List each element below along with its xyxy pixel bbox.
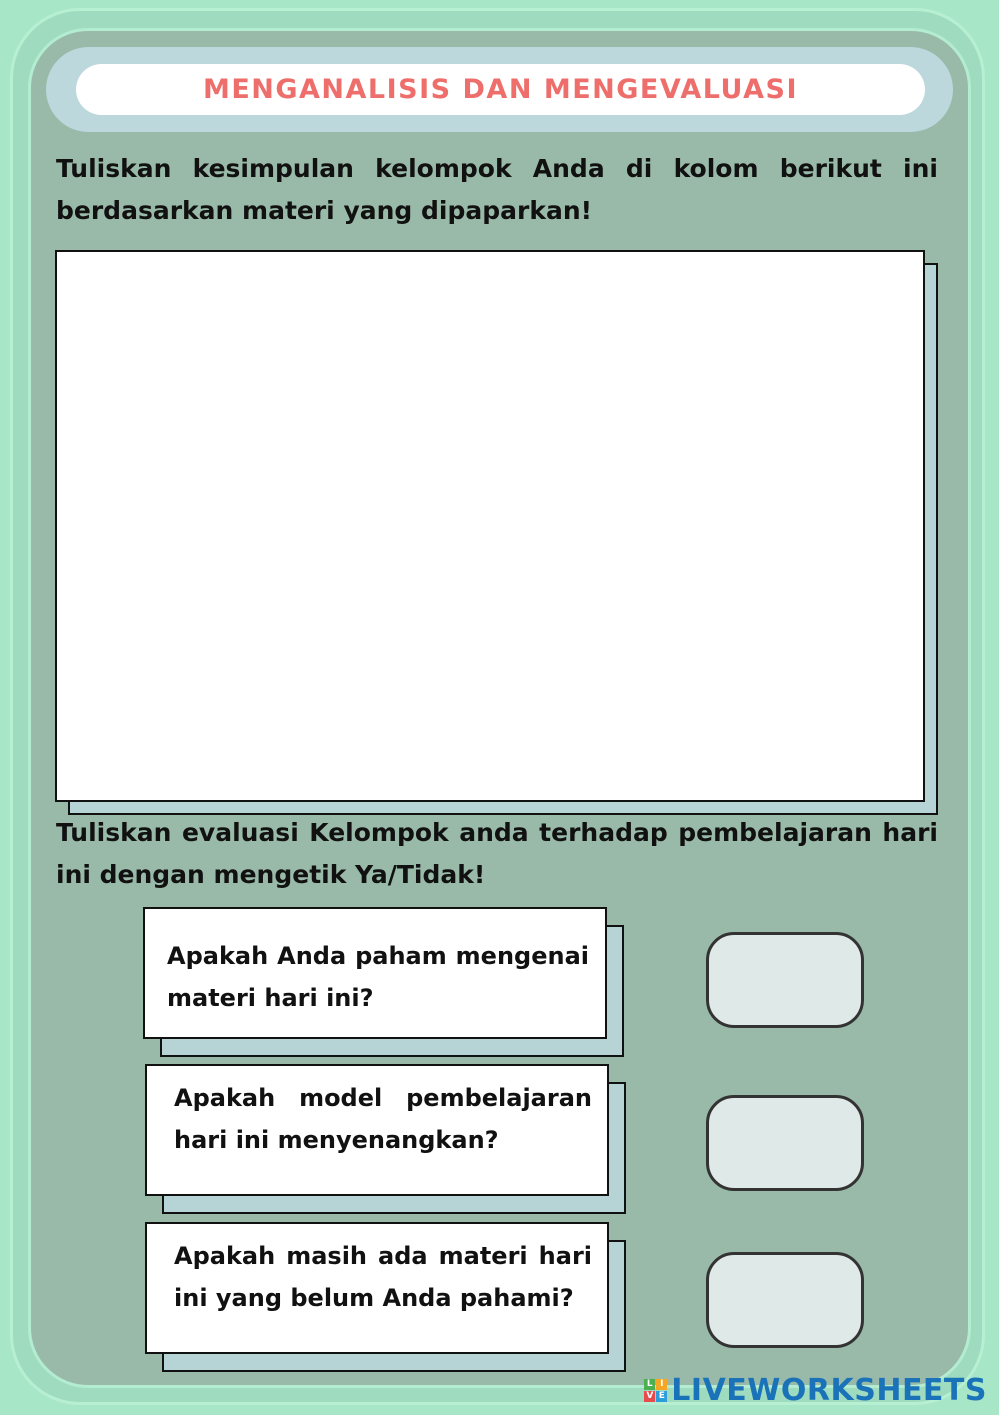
title-pill <box>76 64 925 115</box>
answer-input-1[interactable] <box>706 932 864 1028</box>
logo-letter: I <box>656 1379 667 1390</box>
question-text: Apakah model pembelajaran hari ini menyenangkan? <box>174 1084 592 1154</box>
logo-letter: V <box>644 1391 655 1402</box>
conclusion-instruction: Tuliskan kesimpulan kelompok Anda di kolom berikut ini berdasarkan materi yang dipaparkan! <box>56 154 938 225</box>
logo-letter: E <box>656 1391 667 1402</box>
evaluation-instruction: Tuliskan evaluasi Kelompok anda terhadap pembelajaran hari ini dengan mengetik Ya/Tidak! <box>56 818 938 889</box>
question-card <box>143 907 607 1039</box>
logo-letter: L <box>644 1379 655 1390</box>
question-card <box>145 1222 609 1354</box>
question-card <box>145 1064 609 1196</box>
answer-input-3[interactable] <box>706 1252 864 1348</box>
question-text: Apakah masih ada materi hari ini yang belum Anda pahami? <box>174 1242 592 1312</box>
conclusion-input[interactable] <box>55 250 925 802</box>
answer-input-2[interactable] <box>706 1095 864 1191</box>
liveworksheets-brand[interactable] <box>644 1373 987 1407</box>
question-text: Apakah Anda paham mengenai materi hari ini? <box>167 942 589 1012</box>
page-title: MENGANALISIS DAN MENGEVALUASI <box>202 74 799 105</box>
brand-text: LIVEWORKSHEETS <box>671 1372 987 1408</box>
liveworksheets-logo-icon <box>644 1379 667 1402</box>
